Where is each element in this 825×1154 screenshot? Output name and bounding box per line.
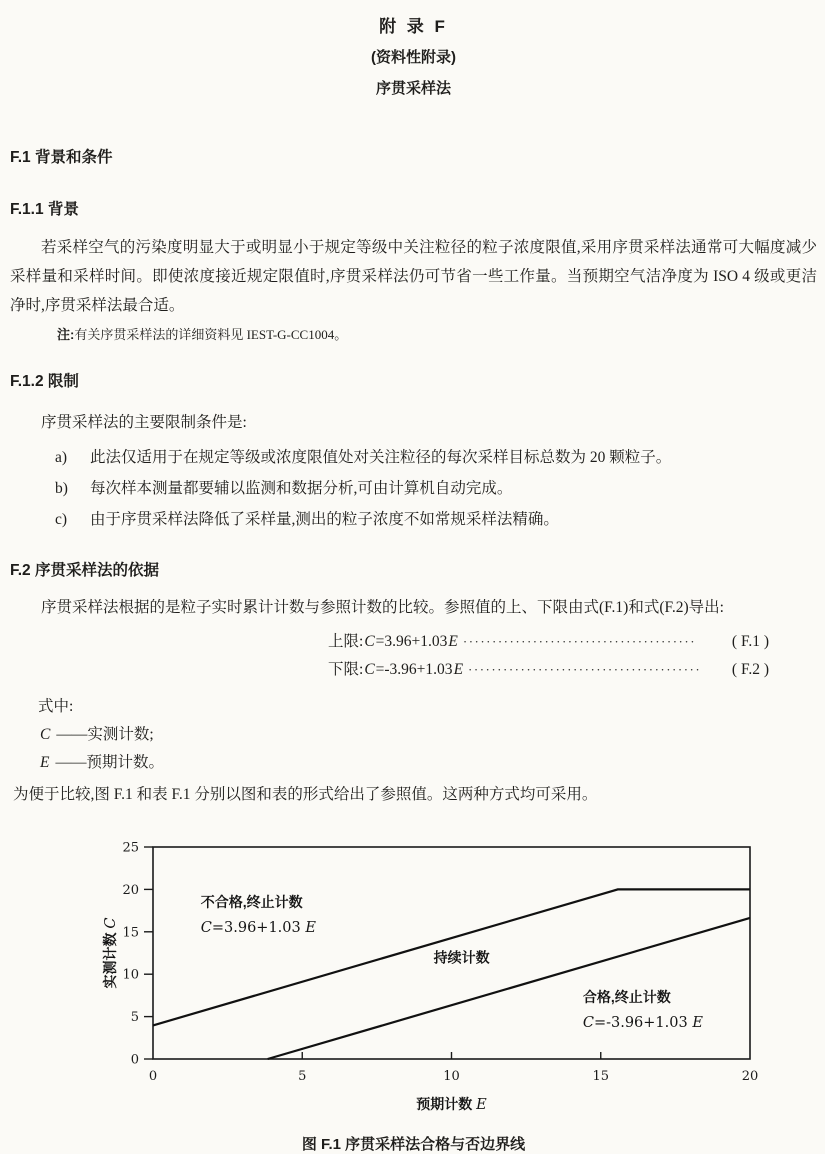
annotation-equation: C=3.96+1.03 E [200, 920, 316, 937]
equation-f2 [10, 656, 817, 684]
boundary-line [268, 918, 750, 1059]
y-tick-label: 25 [122, 840, 139, 856]
dot-leader: ········································ [468, 662, 702, 677]
note-text: 有关序贯采样法的详细资料见 IEST-G-CC1004。 [74, 327, 348, 342]
equation-f1 [10, 628, 817, 656]
y-tick-label: 5 [130, 1010, 139, 1026]
annotation-label: 不合格,终止计数 [200, 894, 303, 911]
list-marker: c) [55, 511, 68, 528]
paragraph-background: 若采样空气的污染度明显大于或明显小于规定等级中关注粒径的粒子浓度限值,采用序贯采样法通常可大幅度减少采样量和采样时间。即使浓度接近规定限值时,序贯采样法仍可节省一些工作量。当预期空气洁净度为 ISO 4 级或更洁净时,序贯采样法最合适。 [10, 239, 817, 314]
list-item [10, 504, 817, 535]
equation-number: ( F.2 ) [731, 661, 769, 678]
boundary-chart [10, 817, 825, 1117]
y-tick-label: 15 [122, 925, 139, 941]
note-line [10, 324, 817, 346]
equation-body: =-3.96+1.03 [375, 661, 453, 678]
dot-leader: ········································ [462, 634, 697, 649]
definition-c [10, 721, 817, 749]
x-tick-label: 0 [148, 1069, 158, 1084]
list-item [10, 473, 817, 504]
definition-e [10, 749, 817, 777]
equation-label: 上限: [328, 633, 364, 650]
y-tick-label: 10 [122, 967, 139, 983]
equation-label: 下限: [328, 661, 364, 678]
heading-f2: F.2 序贯采样法的依据 [10, 562, 159, 579]
list-text: 由于序贯采样法降低了采样量,测出的粒子浓度不如常规采样法精确。 [90, 511, 559, 528]
equation-symbol: E [453, 661, 464, 678]
x-tick-label: 5 [298, 1069, 307, 1084]
heading-f11: F.1.1 背景 [10, 201, 79, 218]
x-axis-label: 预期计数 E [416, 1096, 487, 1113]
appendix-title: 附 录 F [379, 17, 448, 36]
definition-dash: —— [56, 726, 88, 743]
y-tick-label: 0 [130, 1052, 139, 1068]
equation-symbol: C [364, 661, 375, 678]
x-tick-label: 10 [443, 1069, 460, 1084]
list-item [10, 442, 817, 473]
x-tick-label: 20 [741, 1069, 759, 1084]
heading-f1: F.1 背景和条件 [10, 149, 113, 166]
annotation-label: 合格,终止计数 [582, 989, 671, 1006]
heading-f12: F.1.2 限制 [10, 373, 79, 390]
appendix-name: 序贯采样法 [375, 80, 451, 97]
equation-number: ( F.1 ) [731, 633, 769, 650]
where-label: 式中: [38, 698, 74, 715]
paragraph-basis: 序贯采样法根据的是粒子实时累计计数与参照计数的比较。参照值的上、下限由式(F.1)和式(F.2)导出: [41, 599, 724, 616]
y-axis-label: 实测计数 C [102, 917, 119, 989]
list-marker: a) [55, 449, 68, 466]
appendix-subtitle: (资料性附录) [371, 49, 456, 66]
y-tick-label: 20 [122, 882, 139, 898]
definition-dash: —— [55, 754, 87, 771]
limitations-list [10, 442, 817, 535]
annotation-equation: C=-3.96+1.03 E [582, 1015, 703, 1032]
note-label: 注: [57, 327, 75, 342]
list-text: 每次样本测量都要辅以监测和数据分析,可由计算机自动完成。 [90, 480, 513, 497]
closing-paragraph: 为便于比较,图 F.1 和表 F.1 分别以图和表的形式给出了参照值。这两种方式均可采用。 [13, 786, 598, 803]
equation-symbol: C [364, 633, 375, 650]
equation-body: =3.96+1.03 [375, 633, 448, 650]
definition-text: 实测计数; [87, 726, 154, 743]
definition-symbol: E [40, 754, 50, 771]
definition-text: 预期计数。 [86, 754, 164, 771]
definition-symbol: C [40, 726, 51, 743]
annotation-label: 持续计数 [433, 949, 490, 966]
equations-block [10, 628, 817, 684]
list-marker: b) [55, 480, 68, 497]
figure-f1 [10, 817, 817, 1154]
list-text: 此法仅适用于在规定等级或浓度限值处对关注粒径的每次采样目标总数为 20 颗粒子。 [90, 449, 672, 466]
limitations-intro: 序贯采样法的主要限制条件是: [41, 414, 247, 431]
equation-symbol: E [448, 633, 458, 650]
x-tick-label: 15 [592, 1069, 610, 1084]
figure-caption: 图 F.1 序贯采样法合格与否边界线 [301, 1136, 526, 1153]
